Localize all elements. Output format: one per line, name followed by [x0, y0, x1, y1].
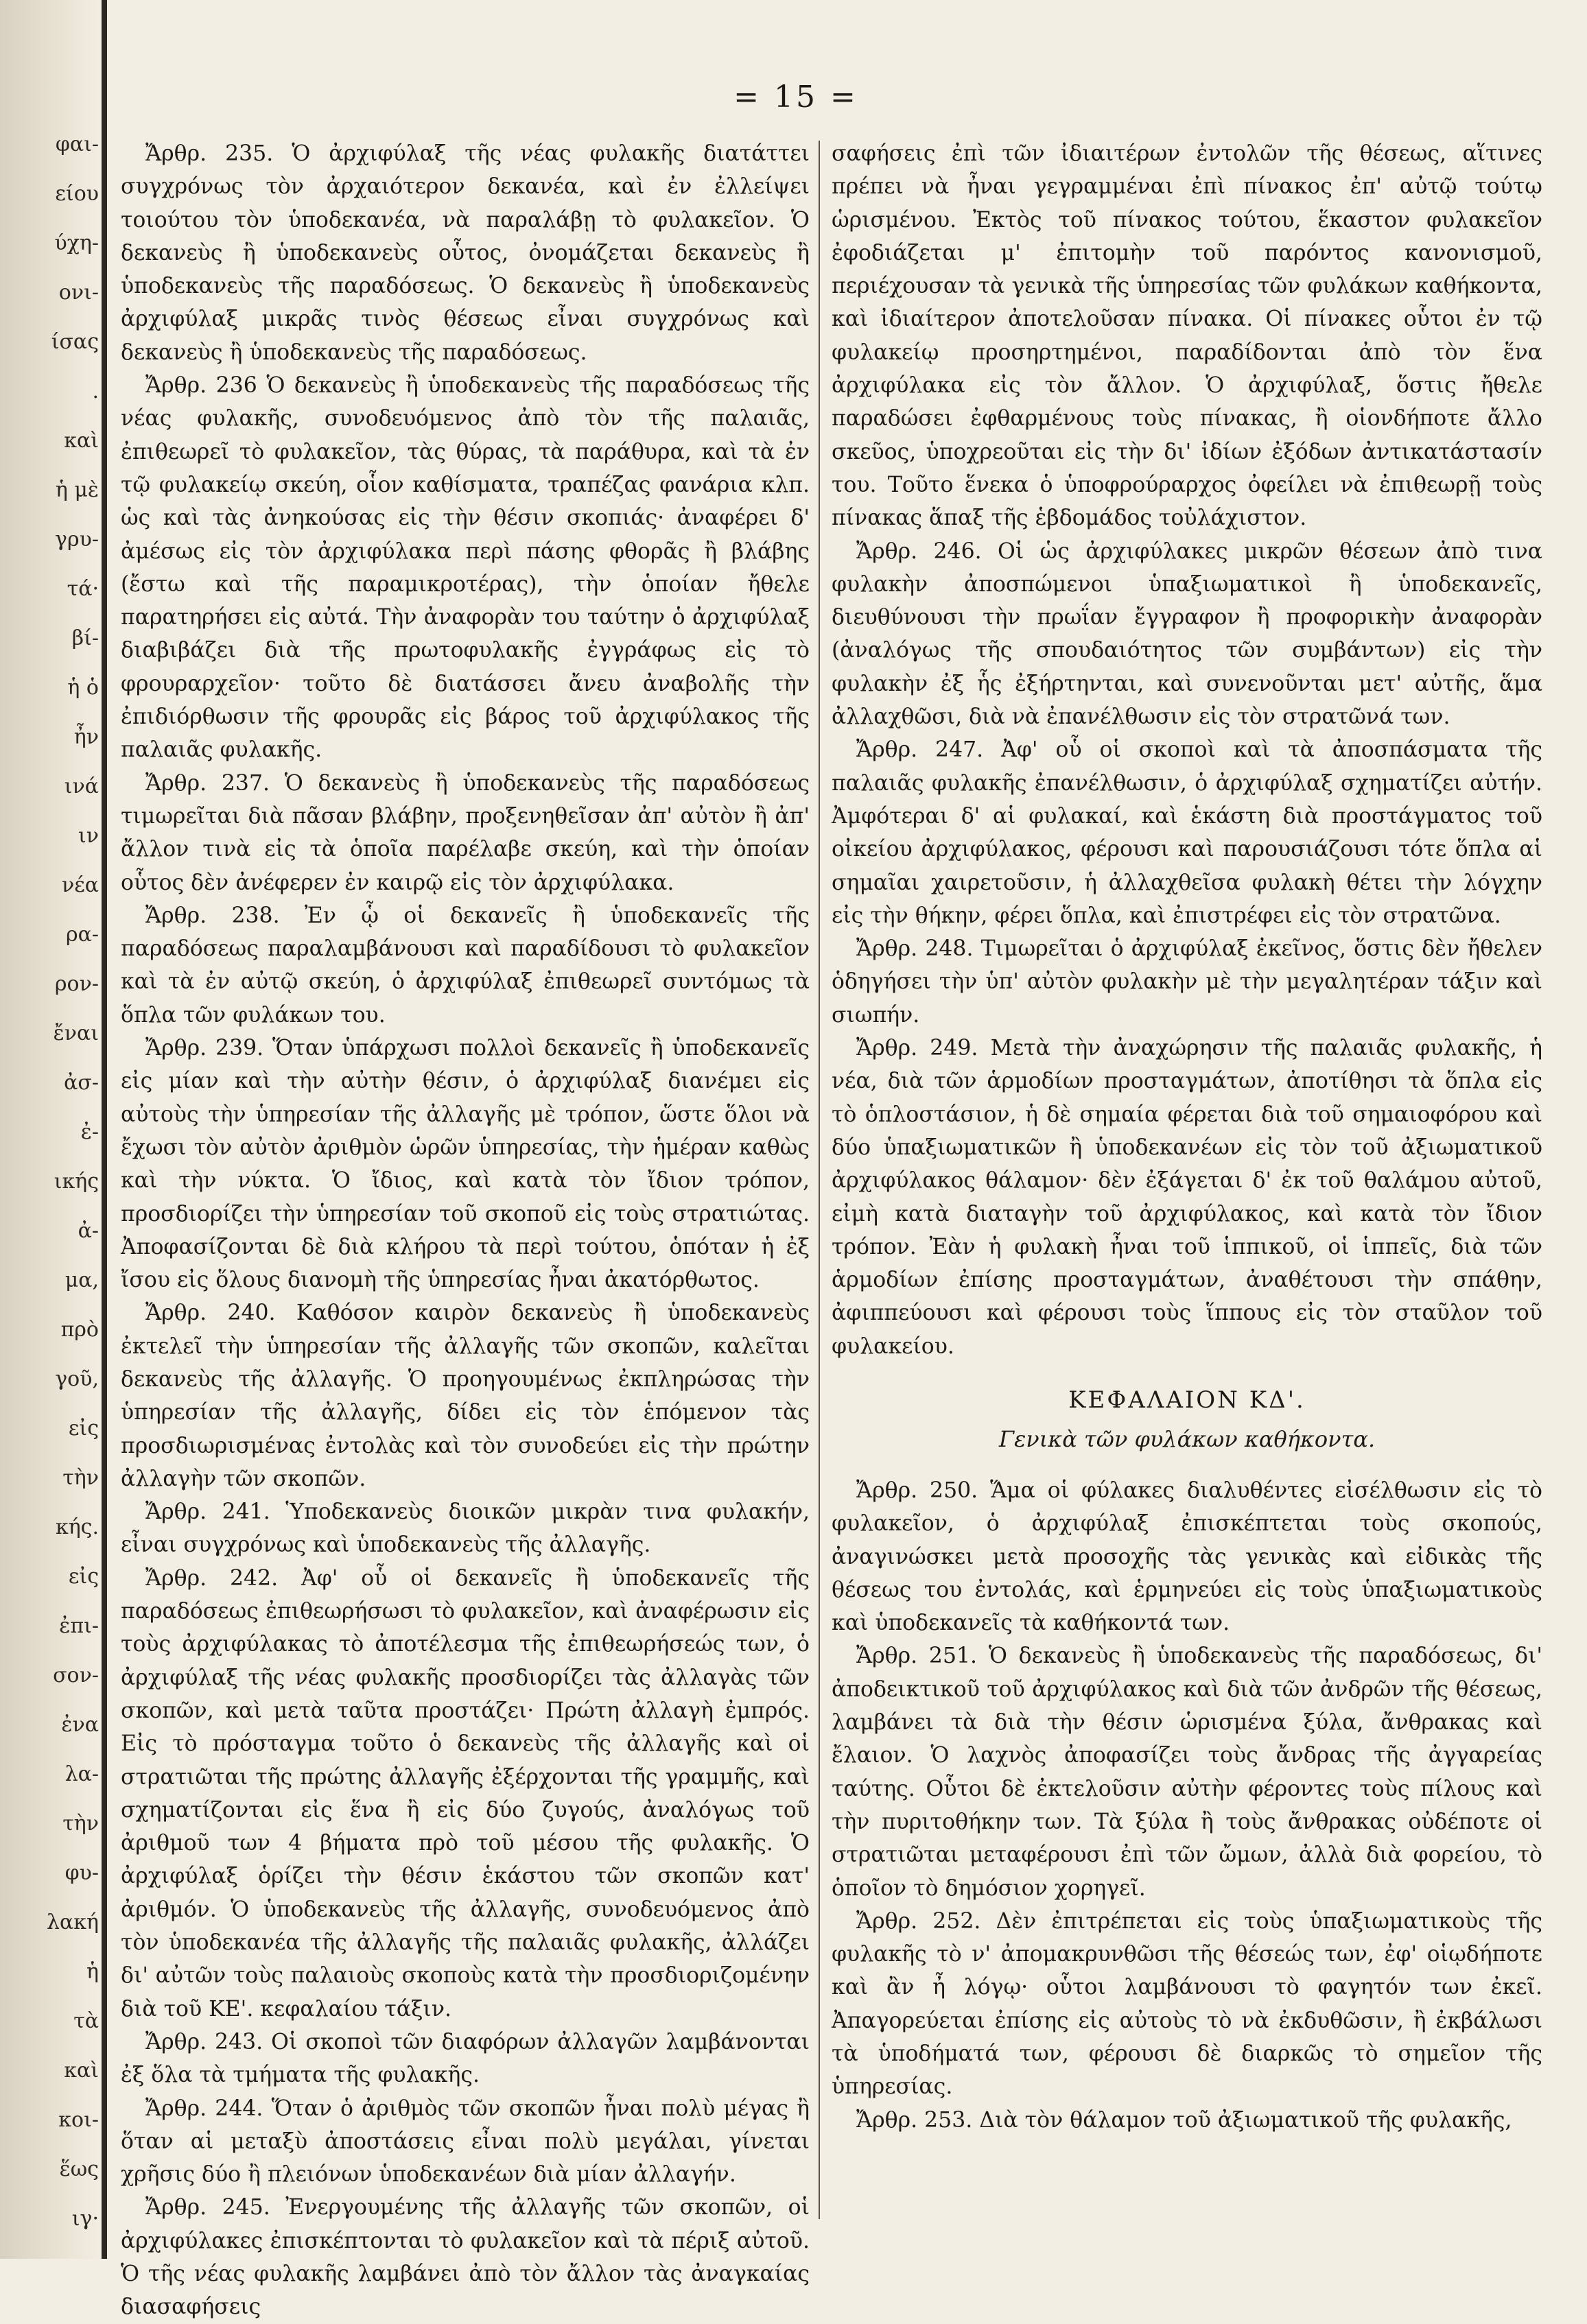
article-241: Ἄρθρ. 241. Ὑποδεκανεὺς διοικῶν μικρὰν τινα φυλακήν, εἶναι συγχρόνως καὶ ὑποδεκανεὺς τῆς ἀλλαγῆς. — [121, 1499, 810, 1558]
margin-fragment: καὶ — [64, 429, 99, 453]
margin-fragment: καὶ — [64, 2059, 99, 2083]
page-number: = 15 = — [733, 80, 858, 115]
margin-fragment: ἐνα — [61, 1713, 99, 1737]
margin-fragment: εἰς — [68, 1416, 99, 1440]
margin-fragment: τὰ — [73, 2009, 99, 2033]
article-251: Ἄρθρ. 251. Ὁ δεκανεὺς ἢ ὑποδεκανεὺς τῆς παραδόσεως, δι' ἀποδεικτικοῦ τοῦ ἀρχιφύλακος καὶ διὰ τῶν ἀνδρῶν τῆς θέσεως, λαμβάνει τὰ διὰ τὴν θέσιν ὡρισμένα ξύλα, ἄνθρακας καὶ ἔλαιον. Ὁ λαχνὸς ἀποφασίζει τοὺς ἄνδρας τῆς ἀγγαρείας ταύτης. Οὗτοι δὲ ἐκτελοῦσιν αὐτὴν φέροντες τοὺς πίλους καὶ τὴν πυριτοθήκην των. Τὰ ξύλα ἢ τοὺς ἄνθρακας οὐδέποτε οἱ στρατιῶται μεταφέρουσι ἐπὶ τῶν ὤμων, ἀλλὰ διὰ φορείου, τὸ ὁποῖον τὸ δημόσιον χορηγεῖ. — [832, 1644, 1542, 1901]
margin-fragment: ρον- — [54, 972, 99, 996]
margin-fragment: ονι- — [58, 281, 99, 305]
article-252: Ἄρθρ. 252. Δὲν ἐπιτρέπεται εἰς τοὺς ὑπαξιωματικοὺς τῆς φυλακῆς τὸ ν' ἀπομακρυνθῶσι τῆς θέσεώς των, ἐφ' οἱῳδήποτε καὶ ἂν ἦ λόγῳ· οὗτοι λαμβάνουσι τὸ φαγητόν των ἐκεῖ. Ἀπαγορεύεται ἐπίσης εἰς αὐτοὺς τὸ νὰ ἐκδυθῶσιν, ἢ ἐκβάλωσι τὰ ὑποδήματά των, φέρουσι δὲ διαρκῶς τὸ σημεῖον τῆς ὑπηρεσίας. — [832, 1908, 1542, 2100]
margin-fragment: λα- — [64, 1762, 99, 1786]
margin-fragment: ἡ μὲ — [55, 478, 99, 502]
margin-fragment: μα, — [64, 1268, 99, 1292]
margin-fragment: τὴν — [62, 1812, 99, 1836]
margin-fragment: ἡ ὁ — [67, 676, 99, 700]
margin-fragment: ιν — [78, 824, 99, 848]
article-240: Ἄρθρ. 240. Καθόσον καιρὸν δεκανεὺς ἢ ὑποδεκανεὺς ἐκτελεῖ τὴν ὑπηρεσίαν τῆς ἀλλαγῆς τῶν σκοπῶν, καλεῖται δεκανεὺς τῆς ἀλλαγῆς. Ὁ προηγουμένως ἐκπληρώσας τὴν ὑπηρεσίαν τῆς ἀλλαγῆς, δίδει εἰς τὸν ἑπόμενον τὰς προσδιωρισμένας ἐντολὰς καὶ τὸν συνοδεύει εἰς τὴν πρώτην ἀλλαγὴν τῶν σκοπῶν. — [121, 1301, 810, 1491]
article-239: Ἄρθρ. 239. Ὅταν ὑπάρχωσι πολλοὶ δεκανεῖς ἢ ὑποδεκανεῖς εἰς μίαν καὶ τὴν αὐτὴν θέσιν, ὁ ἀρχιφύλαξ διανέμει εἰς αὐτοὺς τὴν ὑπηρεσίαν τῆς ἀλλαγῆς μὲ τρόπον, ὥστε ὅλοι νὰ ἔχωσι τὸν αὐτὸν ἀριθμὸν ὡρῶν ὑπηρεσίας, τὴν ἡμέραν καθὼς καὶ τὴν νύκτα. Ὁ ἴδιος, καὶ κατὰ τὸν ἴδιον τρόπον, προσδιορίζει τὴν ὑπηρεσίαν τοῦ σκοποῦ εἰς τοὺς στρατιώτας. Ἀποφασίζονται δὲ διὰ κλήρου τὰ περὶ τούτου, ὁπόταν ἡ ἐξ ἴσου εἰς ὅλους διανομὴ τῆς ὑπηρεσίας ἦναι ἀκατόρθωτος. — [121, 1036, 810, 1293]
margin-fragment: ιγ· — [71, 2207, 99, 2231]
margin-fragment: κής. — [55, 1515, 99, 1539]
page-number-value: 15 — [774, 80, 818, 115]
margin-fragment: βί- — [71, 626, 99, 650]
margin-fragment: σον- — [53, 1663, 99, 1687]
margin-fragment: ἕως — [59, 2157, 99, 2181]
chapter-subtitle: Γενικὰ τῶν φυλάκων καθήκοντα. — [998, 1425, 1376, 1452]
margin-fragment: ρα- — [65, 923, 99, 947]
margin-fragment: ύχη- — [54, 231, 99, 255]
article-249: Ἄρθρ. 249. Μετὰ τὴν ἀναχώρησιν τῆς παλαιᾶς φυλακῆς, ἡ νέα, διὰ τῶν ἁρμοδίων προσταγμάτων, ἀποτίθησι τὰ ὅπλα εἰς τὸ ὁπλοστάσιον, ἡ δὲ σημαία φέρεται διὰ τοῦ σημαιοφόρου καὶ δύο ὑπαξιωματικῶν ἢ ὑποδεκανέων εἰς τὸν τοῦ ἀξιωματικοῦ ἀρχιφύλακος θάλαμον· δὲν ἐξάγεται δ' ἐκ τοῦ θαλάμου αὐτοῦ, εἰμὴ κατὰ διαταγὴν τοῦ ἀρχιφύλακος, καὶ κατὰ τὸν ἴδιον τρόπον. Ἐὰν ἡ φυλακὴ ἦναι τοῦ ἱππικοῦ, οἱ ἱππεῖς, διὰ τῶν ἁρμοδίων ἐπίσης προσταγμάτων, ἀναθέτουσι τὴν σπάθην, ἀφιππεύουσι καὶ φέρουσι τοὺς ἵππους εἰς τὸν σταῦλον τοῦ φυλακείου. — [832, 1036, 1542, 1359]
margin-fragment: ἐπι- — [59, 1614, 99, 1638]
margin-fragment: φαι- — [55, 132, 99, 156]
article-247: Ἄρθρ. 247. Ἀφ' οὗ οἱ σκοποὶ καὶ τὰ ἀποσπάσματα τῆς παλαιᾶς φυλακῆς ἐπανέλθωσιν, ὁ ἀρχιφύλαξ σχηματίζει αὐτήν. Ἀμφότεραι δ' αἱ φυλακαί, καὶ ἑκάστη διὰ προστάγματος τοῦ οἰκείου ἀρχιφύλακος, φέρουσι καὶ παρουσιάζουσι τότε ὅπλα αἱ σημαῖαι χαιρετοῦσιν, ἡ ἀλλαχθεῖσα φυλακὴ θέτει τὴν λόγχην εἰς τὴν θήκην, φέρει ὅπλα, καὶ ἐπιστρέφει εἰς τὸν στρατῶνα. — [832, 737, 1542, 928]
margin-fragment: . — [92, 379, 99, 403]
article-238: Ἄρθρ. 238. Ἐν ᾧ οἱ δεκανεῖς ἢ ὑποδεκανεῖς τῆς παραδόσεως παραλαμβάνουσι καὶ παραδίδουσι τὸ φυλακεῖον καὶ τὰ ἐν αὐτῷ σκεύη, ὁ ἀρχιφύλαξ ἐπιθεωρεῖ συντόμως τὰ ὅπλα τῶν φυλάκων του. — [121, 903, 810, 1028]
article-248: Ἄρθρ. 248. Τιμωρεῖται ὁ ἀρχιφύλαξ ἐκεῖνος, ὅστις δὲν ἤθελεν ὁδηγήσει τὴν ὑπ' αὐτὸν φυλακὴν μὲ τὴν μεγαλητέραν τάξιν καὶ σιωπήν. — [832, 936, 1542, 1028]
margin-fragment: τὴν — [62, 1466, 99, 1490]
margin-fragment: τά· — [67, 577, 99, 601]
article-245: Ἄρθρ. 245. Ἐνεργουμένης τῆς ἀλλαγῆς τῶν σκοπῶν, οἱ ἀρχιφύλακες ἐπισκέπτονται τὸ φυλακεῖον καὶ τὰ πέριξ αὐτοῦ. Ὁ τῆς νέας φυλακῆς λαμβάνει ἀπὸ τὸν ἄλλον τὰς ἀναγκαίας διασαφήσεις — [121, 2195, 810, 2320]
margin-fragment: γοῦ, — [55, 1367, 99, 1391]
left-column — [121, 137, 810, 2320]
margin-fragment: ίσας — [51, 330, 99, 354]
margin-fragment: λακή — [47, 1910, 99, 1934]
binding-gutter — [102, 0, 107, 2259]
article-245-continued: σαφήσεις ἐπὶ τῶν ἰδιαιτέρων ἐντολῶν τῆς θέσεως, αἵτινες πρέπει νὰ ἦναι γεγραμμέναι ἐπὶ πίνακος ἐπ' αὐτῷ τούτῳ ὡρισμένου. Ἐκτὸς τοῦ πίνακος τούτου, ἕκαστον φυλακεῖον ἐφοδιάζεται μ' ἐπιτομὴν τοῦ παρόντος κανονισμοῦ, περιέχουσαν τὰ γενικὰ τῆς ὑπηρεσίας τῶν φυλάκων καθήκοντα, καὶ ἰδιαίτερον ἀποτελοῦσαν πίνακα. Οἱ πίνακες οὗτοι ἐν τῷ φυλακείῳ προσηρτημένοι, παραδίδονται ἀπὸ τὸν ἕνα ἀρχιφύλακα εἰς τὸν ἄλλον. Ὁ ἀρχιφύλαξ, ὅστις ἤθελε παραδώσει ἐφθαρμένους τοὺς πίνακας, ἢ οἱονδήποτε ἄλλο σκεῦος, ὑποχρεοῦται εἰς τὴν δι' ἰδίων ἐξόδων ἀντικατάστασίν του. Τοῦτο ἕνεκα ὁ ὑποφρούραρχος ὀφείλει νὰ ἐπιθεωρῇ τοὺς πίνακας ἅπαξ τῆς ἑβδομάδος τοὐλάχιστον. — [832, 141, 1542, 531]
column-divider — [819, 141, 820, 2219]
article-250: Ἄρθρ. 250. Ἅμα οἱ φύλακες διαλυθέντες εἰσέλθωσιν εἰς τὸ φυλακεῖον, ὁ ἀρχιφύλαξ ἐπισκέπτεται τοὺς σκοπούς, ἀναγινώσκει μετὰ προσοχῆς τὰς γενικὰς καὶ εἰδικὰς τῆς θέσεως του ἐντολάς, καὶ ἑρμηνεύει εἰς τοὺς ὑπαξιωματικοὺς καὶ ὑποδεκανεῖς τὰ καθήκοντά των. — [832, 1478, 1542, 1636]
article-243: Ἄρθρ. 243. Οἱ σκοποὶ τῶν διαφόρων ἀλλαγῶν λαμβάνονται ἐξ ὅλα τὰ τμήματα τῆς φυλακῆς. — [121, 2029, 810, 2088]
article-236: Ἄρθρ. 236 Ὁ δεκανεὺς ἢ ὑποδεκανεὺς τῆς παραδόσεως τῆς νέας φυλακῆς, συνοδευόμενος ἀπὸ τὸν τῆς παλαιᾶς, ἐπιθεωρεῖ τὸ φυλακεῖον, τὰς θύρας, τὰ παράθυρα, καὶ τὰ ἐν τῷ φυλακείῳ σκεύη, οἷον καθίσματα, τραπέζας φανάρια κλπ. ὡς καὶ τὰς ἀνηκούσας εἰς τὴν θέσιν σκοπιάς· ἀναφέρει δ' ἀμέσως εἰς τὸν ἀρχιφύλακα περὶ πάσης φθορᾶς ἢ βλάβης (ἔστω καὶ τῆς παραμικροτέρας), τὴν ὁποίαν ἤθελε παρατηρήσει εἰς αὐτά. Τὴν ἀναφορὰν του ταύτην ὁ ἀρχιφύλαξ διαβιβάζει διὰ τῆς πρωτοφυλακῆς ἐγγράφως εἰς τὸ φρουραρχεῖον· τοῦτο δὲ διατάσσει ἄνευ ἀναβολῆς τὴν ἐπιδιόρθωσιν τῆς φρουρᾶς εἰς βάρος τοῦ ἀρχιφύλακος τῆς παλαιᾶς φυλακῆς. — [121, 373, 810, 763]
chapter-title: ΚΕΦΑΛΑΙΟΝ ΚΔ'. — [1068, 1386, 1306, 1414]
margin-fragment: φυ- — [64, 1861, 99, 1885]
facing-page-edge — [0, 0, 103, 2259]
margin-fragment: ἀσ- — [64, 1071, 99, 1095]
margin-fragment: ινά — [64, 774, 99, 798]
article-237: Ἄρθρ. 237. Ὁ δεκανεὺς ἢ ὑποδεκανεὺς τῆς παραδόσεως τιμωρεῖται διὰ πᾶσαν βλάβην, προξενηθεῖσαν ἀπ' αὐτὸν ἢ ἀπ' ἄλλον τινὰ εἰς τὰ ὁποῖα παρέλαβε σκεύη, καὶ τὴν ὁποίαν οὗτος δὲν ἀνέφερεν ἐν καιρῷ εἰς τὸν ἀρχιφύλακα. — [121, 770, 810, 895]
margin-fragment: εἰς — [68, 1565, 99, 1589]
margin-fragment: είου — [55, 182, 99, 206]
margin-fragment: ἔναι — [53, 1021, 99, 1045]
margin-fragment: ἡ — [86, 1960, 99, 1984]
margin-fragment: πρὸ — [60, 1318, 99, 1342]
margin-fragment: κοι- — [58, 2108, 99, 2132]
margin-fragment: ἦν — [73, 725, 99, 749]
margin-fragment: γρυ- — [55, 527, 99, 552]
margin-fragment: ἐ- — [80, 1120, 99, 1144]
article-242: Ἄρθρ. 242. Ἀφ' οὗ οἱ δεκανεῖς ἢ ὑποδεκανεῖς τῆς παραδόσεως ἐπιθεωρήσωσι τὸ φυλακεῖον, καὶ ἀναφέρωσιν εἰς τοὺς ἀρχιφύλακας τὸ ἀποτέλεσμα τῆς ἐπιθεωρήσεώς των, ὁ ἀρχιφύλαξ τῆς νέας φυλακῆς προσδιορίζει τὰς ἀλλαγὰς τῶν σκοπῶν, καὶ μετὰ ταῦτα προστάζει· Πρώτη ἀλλαγὴ ἐμπρός. Εἰς τὸ πρόσταγμα τοῦτο ὁ δεκανεὺς τῆς ἀλλαγῆς καὶ οἱ στρατιῶται τῆς πρώτης ἀλλαγῆς ἐξέρχονται τῆς γραμμῆς, καὶ σχηματίζονται εἰς ἕνα ἢ εἰς δύο ζυγούς, ἀναλόγως τοῦ ἀριθμοῦ των 4 βήματα πρὸ τοῦ μέσου τῆς φυλακῆς. Ὁ ἀρχιφύλαξ ὁρίζει τὴν θέσιν ἑκάστου τῶν σκοπῶν κατ' ἀριθμόν. Ὁ ὑποδεκανεὺς τῆς ἀλλαγῆς, συνοδευόμενος ἀπὸ τὸν ὑποδεκανέα τῆς ἀλλαγῆς τῆς παλαιᾶς φυλακῆς, ἀλλάζει δι' αὐτῶν τοὺς παλαιοὺς σκοποὺς κατὰ τὴν προσδιοριζομένην διὰ τοῦ ΚΕ'. κεφαλαίου τάξιν. — [121, 1565, 810, 2021]
margin-fragment: ικής — [54, 1170, 99, 1194]
article-235: Ἄρθρ. 235. Ὁ ἀρχιφύλαξ τῆς νέας φυλακῆς διατάττει συγχρόνως τὸν ἀρχαιότερον δεκανέα, καὶ ἐν ἐλλείψει τοιούτου τὸν ὑποδεκανέα, νὰ παραλάβῃ τὸ φυλακεῖον. Ὁ δεκανεὺς ἢ ὑποδεκανεὺς οὗτος, ὀνομάζεται δεκανεὺς ἢ ὑποδεκανεὺς τῆς παραδόσεως. Ὁ δεκανεὺς ἢ ὑποδεκανεὺς ἀρχιφύλαξ μικρᾶς τινὸς θέσεως εἶναι συγχρόνως καὶ δεκανεὺς ἢ ὑποδεκανεὺς τῆς παραδόσεως. — [121, 141, 810, 365]
margin-fragment: ἀ- — [78, 1219, 99, 1243]
right-column — [832, 137, 1542, 2236]
article-253: Ἄρθρ. 253. Διὰ τὸν θάλαμον τοῦ ἀξιωματικοῦ τῆς φυλακῆς, — [856, 2107, 1512, 2133]
article-246: Ἄρθρ. 246. Οἱ ὡς ἀρχιφύλακες μικρῶν θέσεων ἀπὸ τινα φυλακὴν ἀποσπώμενοι ὑπαξιωματικοὶ ἢ ὑποδεκανεῖς, διευθύνουσι τὴν πρωΐαν ἔγγραφον ἢ προφορικὴν ἀναφορὰν (ἀναλόγως τῆς σπουδαιότητος τῶν συμβάντων) εἰς τὴν φυλακὴν ἐξ ἧς ἐξήρτηνται, καὶ συνενοῦνται μετ' αὐτῆς, ἅμα ἀλλαχθῶσι, διὰ νὰ ἐπανέλθωσιν εἰς τὸν στρατῶνά των. — [832, 538, 1542, 730]
margin-fragment: νέα — [61, 873, 99, 897]
article-244: Ἄρθρ. 244. Ὅταν ὁ ἀριθμὸς τῶν σκοπῶν ἦναι πολὺ μέγας ἢ ὅταν αἱ μεταξὺ ἀποστάσεις εἶναι πολὺ μεγάλαι, γίνεται χρῆσις δύο ἢ πλειόνων ὑποδεκανέων διὰ μίαν ἀλλαγήν. — [121, 2096, 810, 2187]
